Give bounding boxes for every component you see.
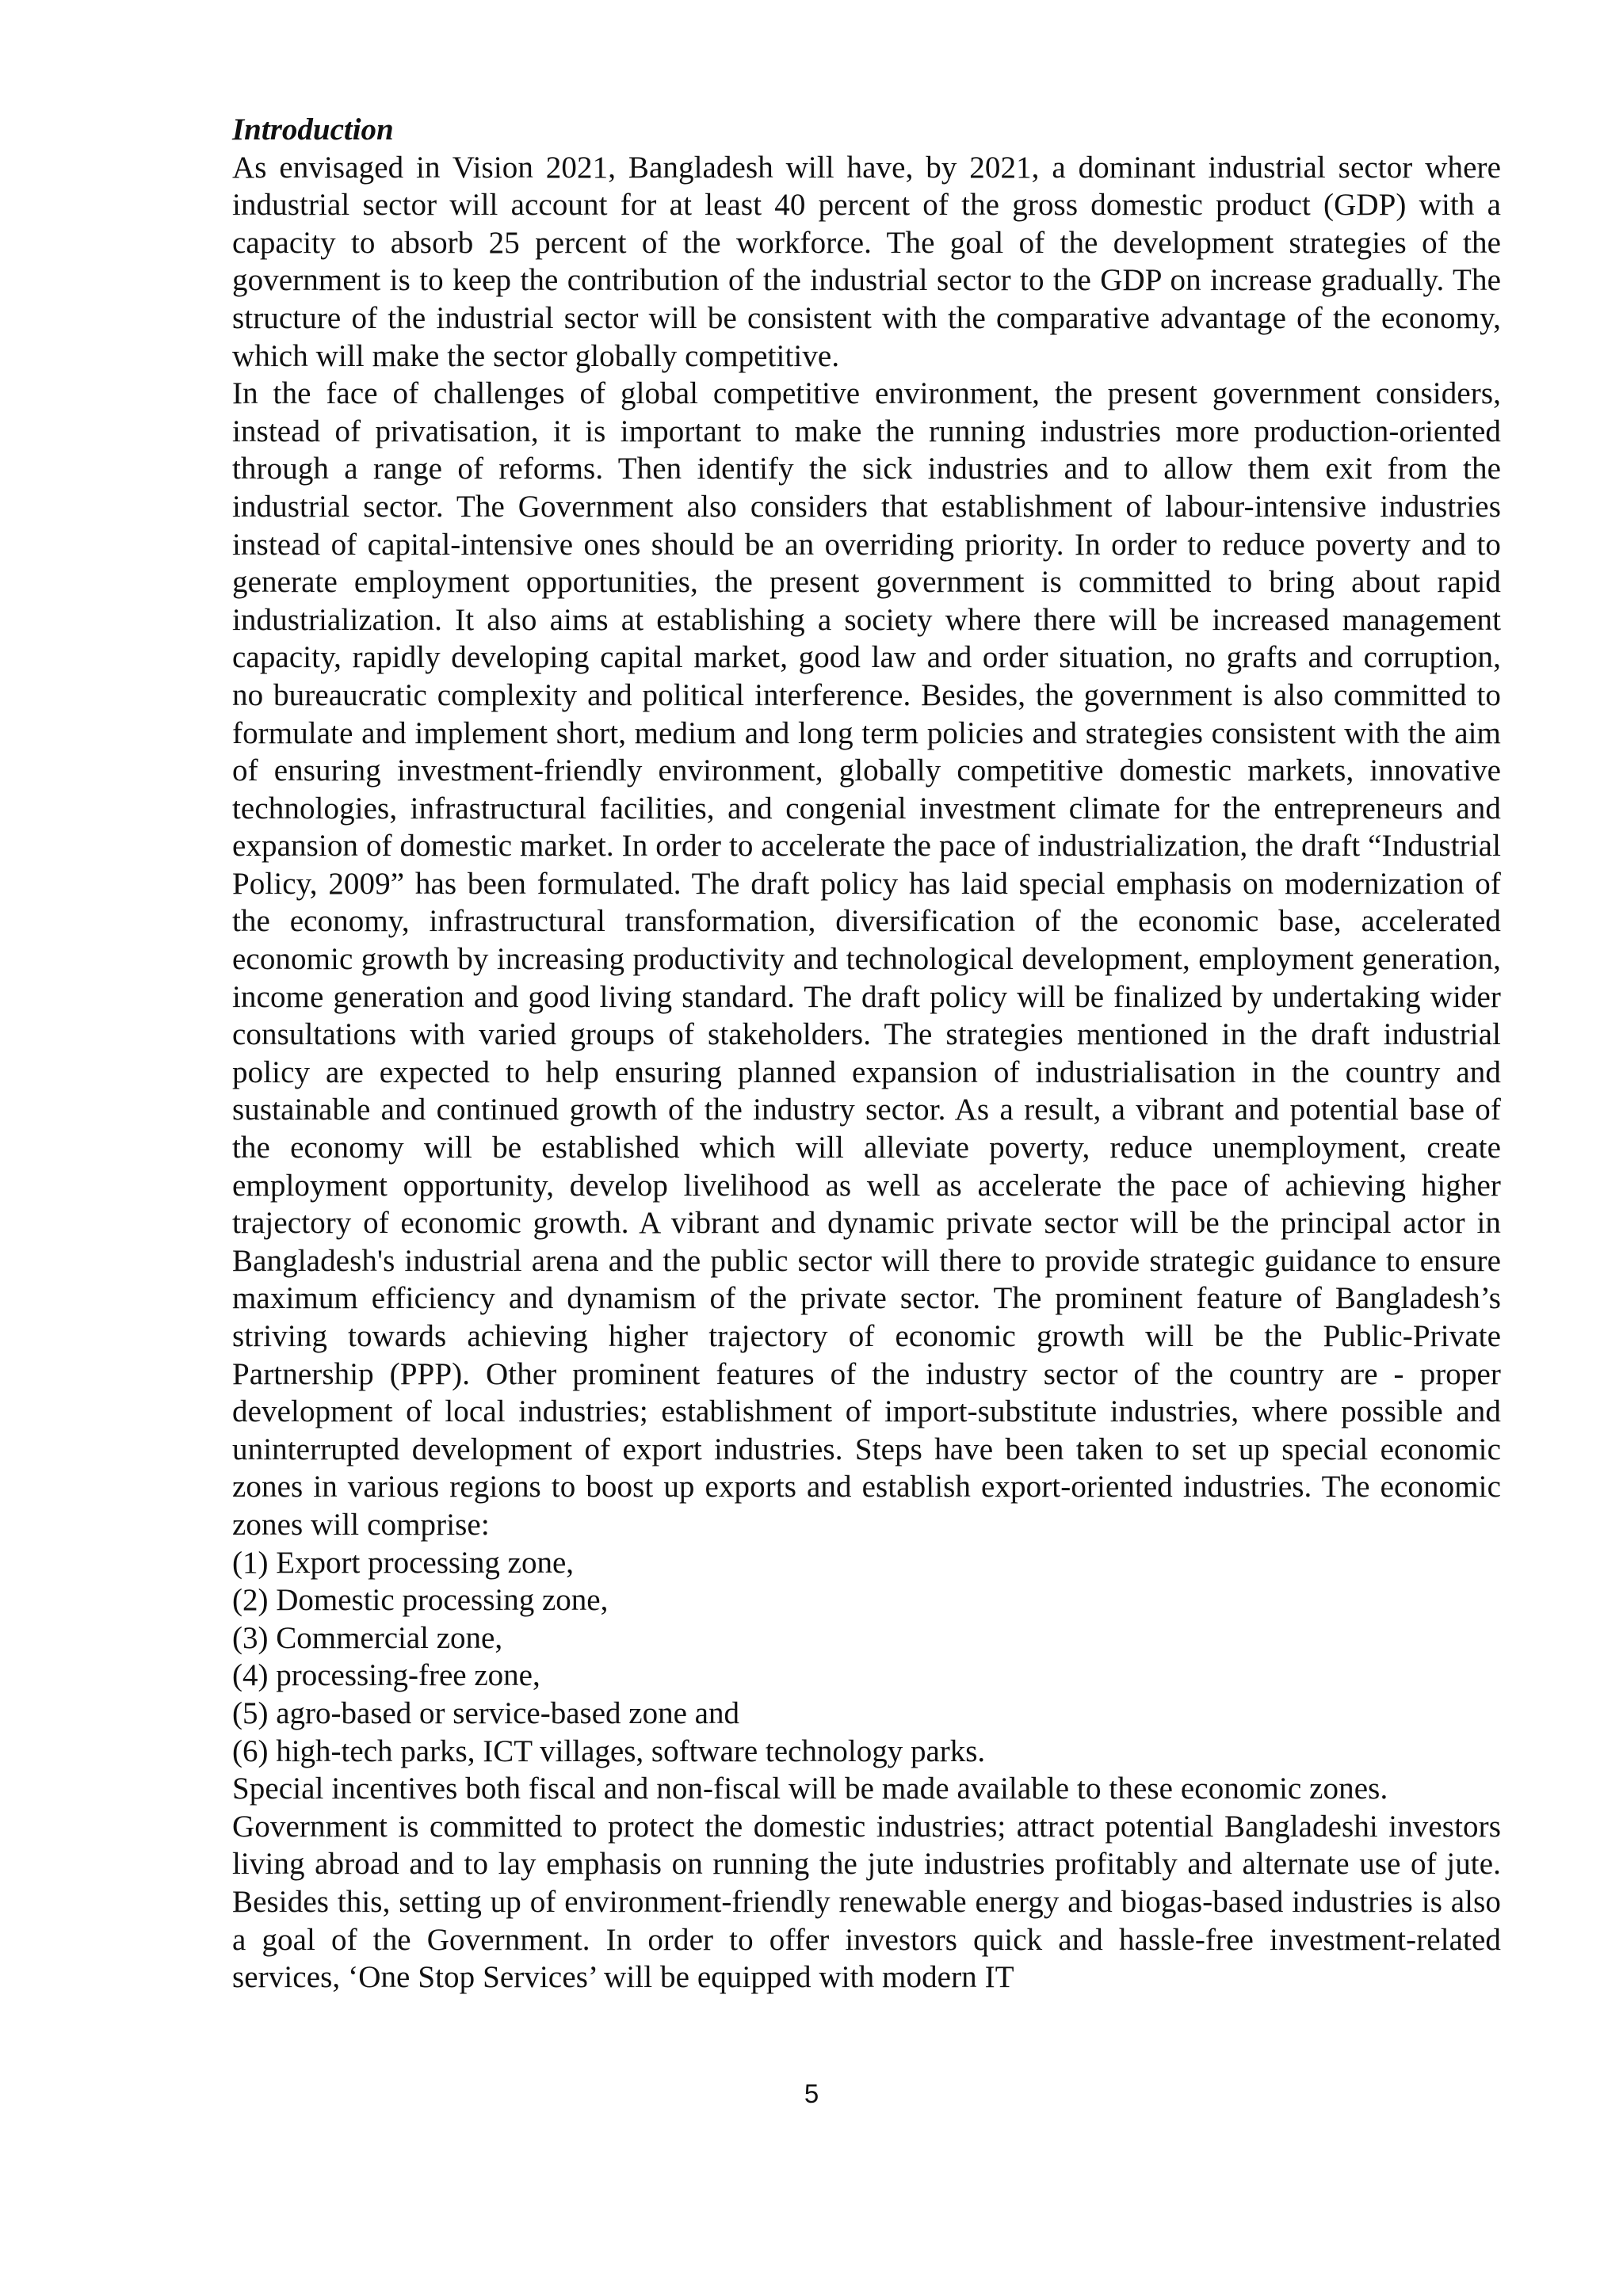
document-body [232,111,1501,1997]
list-item: (1) Export processing zone, [232,1545,575,1580]
page-number: 5 [804,2079,819,2108]
list-item: (5) agro-based or service-based zone and [232,1695,739,1730]
economic-zone-list [232,1544,1501,1771]
paragraph-special-incentives: Special incentives both fiscal and non-fiscal will be made available to these economic zones. [232,1772,1388,1806]
list-item: (3) Commercial zone, [232,1620,503,1655]
list-item: (6) high-tech parks, ICT villages, software technology parks. [232,1733,986,1768]
list-item: (4) processing-free zone, [232,1658,540,1693]
section-heading: Introduction [232,113,394,147]
list-item: (2) Domestic processing zone, [232,1583,609,1618]
paragraph-industrial-policy: In the face of challenges of global competitive environment, the present government considers, instead of privatisation, it is important to make the running industries more production-oriented through a range of reforms. Then identify the sick industries and to allow them exit from the industrial sector. The Government also considers that establishment of labour-intensive industries instead of capital-intensive ones should be an overriding priority. In order to reduce poverty and to generate employment opportunities, the present government is committed to bring about rapid industrialization. It also aims at establishing a society where there will be increased management capacity, rapidly developing capital market, good law and order situation, no grafts and corruption, no bureaucratic complexity and political interference. Besides, the government is also committed to formulate and implement short, medium and long term policies and strategies consistent with the aim of ensuring investment-friendly environment, globally competitive domestic markets, innovative technologies, infrastructural facilities, and congenial investment climate for the entrepreneurs and expansion of domestic market. In order to accelerate the pace of industrialization, the draft “Industrial Policy, 2009” has been formulated. The draft policy has laid special emphasis on modernization of the economy, infrastructural transformation, diversification of the economic base, accelerated economic growth by increasing productivity and technological development, employment generation, income generation and good living standard. The draft policy will be finalized by undertaking wider consultations with varied groups of stakeholders. The strategies mentioned in the draft industrial policy are expected to help ensuring planned expansion of industrialisation in the country and sustainable and continued growth of the industry sector. As a result, a vibrant and potential base of the economy will be established which will alleviate poverty, reduce unemployment, create employment opportunity, develop livelihood as well as accelerate the pace of achieving higher trajectory of economic growth. A vibrant and dynamic private sector will be the principal actor in Bangladesh's industrial arena and the public sector will there to provide strategic guidance to ensure maximum efficiency and dynamism of the private sector. The prominent feature of Bangladesh’s striving towards achieving higher trajectory of economic growth will be the Public-Private Partnership (PPP). Other prominent features of the industry sector of the country are - proper development of local industries; establishment of import-substitute industries, where possible and uninterrupted development of export industries. Steps have been taken to set up special economic zones in various regions to boost up exports and establish export-oriented industries. The economic zones will comprise: [232,376,1501,1542]
paragraph-domestic-industries: Government is committed to protect the domestic industries; attract potential Bangladeshi investors living abroad and to lay emphasis on running the jute industries profitably and alternate use of jute. Besides this, setting up of environment-friendly renewable energy and biogas-based industries is also a goal of the Government. In order to offer investors quick and hassle-free investment-related services, ‘One Stop Services’ will be equipped with modern IT [232,1809,1501,1995]
paragraph-vision-2021: As envisaged in Vision 2021, Bangladesh will have, by 2021, a dominant industrial sector where industrial sector will account for at least 40 percent of the gross domestic product (GDP) with a capacity to absorb 25 percent of the workforce. The goal of the development strategies of the government is to keep the contribution of the industrial sector to the GDP on increase gradually. The structure of the industrial sector will be consistent with the comparative advantage of the economy, which will make the sector globally competitive. [232,150,1501,373]
